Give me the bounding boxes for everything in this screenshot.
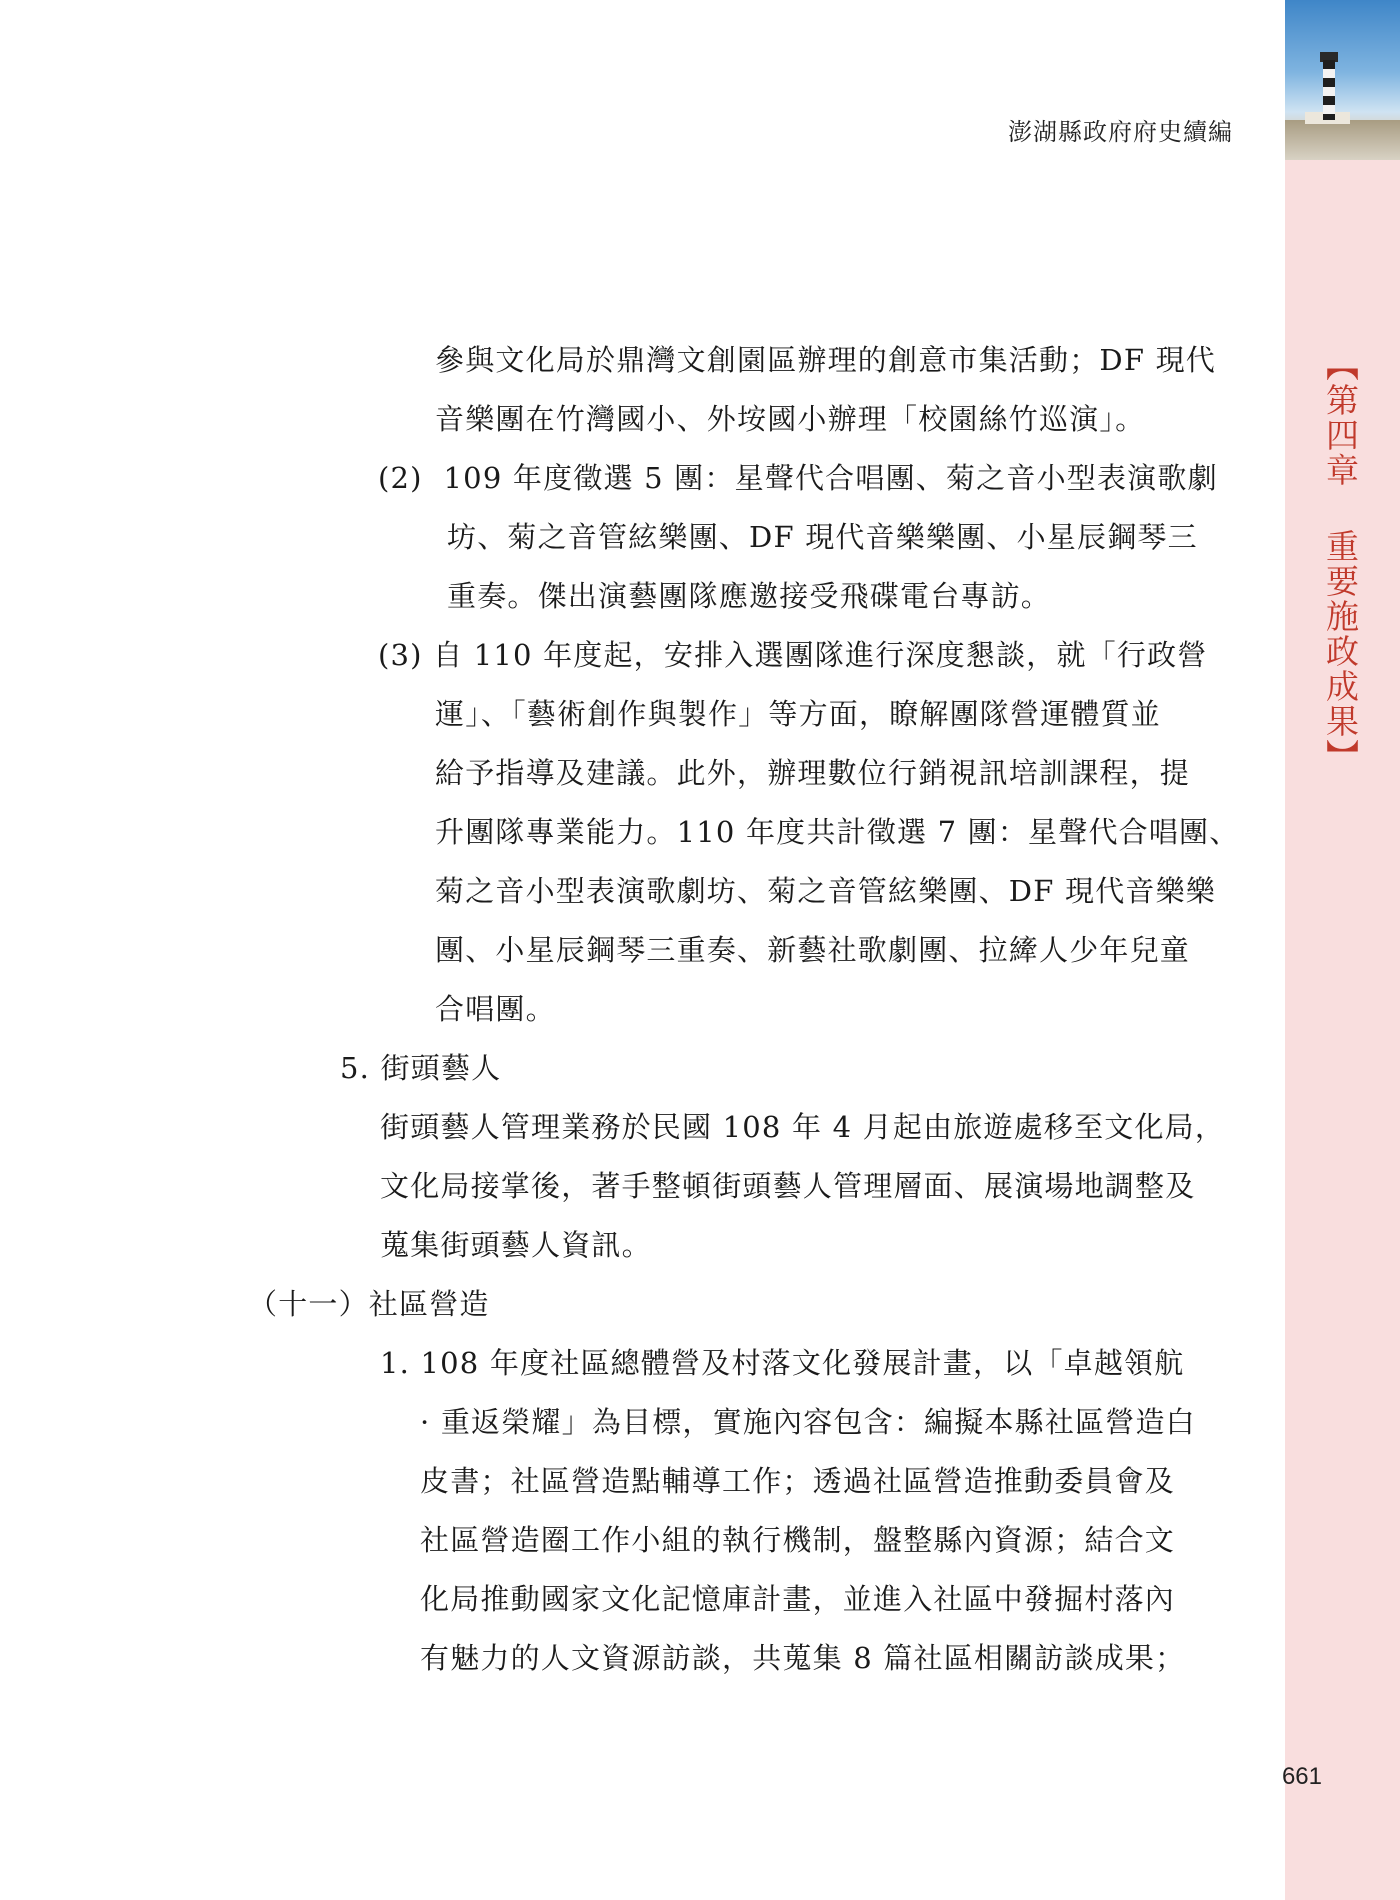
text-line: 運」、「藝術創作與製作」等方面，瞭解團隊營運體質並 [435, 697, 1162, 731]
text-line: 蒐集街頭藝人資訊。 [380, 1228, 652, 1262]
text-line: 升團隊專業能力。110 年度共計徵選 7 團：星聲代合唱團、 [435, 815, 1240, 849]
text-line: 重奏。傑出演藝團隊應邀接受飛碟電台專訪。 [447, 579, 1052, 613]
text-line: 街頭藝人管理業務於民國 108 年 4 月起由旅遊處移至文化局， [380, 1110, 1226, 1144]
lighthouse-photo [1285, 0, 1400, 160]
text-line: 有魅力的人文資源訪談，共蒐集 8 篇社區相關訪談成果； [420, 1641, 1186, 1675]
text-line: 文化局接掌後，著手整頓街頭藝人管理層面、展演場地調整及 [380, 1169, 1196, 1203]
text-line: (3) 自 110 年度起，安排入選團隊進行深度懇談，就「行政營 [378, 638, 1208, 672]
text-line: 5. 街頭藝人 [340, 1051, 502, 1085]
text-line: 參與文化局於鼎灣文創園區辦理的創意市集活動；DF 現代 [435, 343, 1216, 377]
text-line: 團、小星辰鋼琴三重奏、新藝社歌劇團、拉縴人少年兒童 [435, 933, 1191, 967]
text-line: (2) 109 年度徵選 5 團：星聲代合唱團、菊之音小型表演歌劇 [378, 461, 1218, 495]
text-line: 合唱團。 [435, 992, 556, 1026]
text-line: 音樂團在竹灣國小、外垵國小辦理「校園絲竹巡演」。 [435, 402, 1146, 436]
text-line: 1. 108 年度社區總體營及村落文化發展計畫，以「卓越領航 [380, 1346, 1185, 1380]
text-line: 社區營造圈工作小組的執行機制，盤整縣內資源；結合文 [420, 1523, 1176, 1557]
chapter-tab: 【第四章 重要施政成果】 [1321, 348, 1360, 774]
text-line: 化局推動國家文化記憶庫計畫，並進入社區中發掘村落內 [420, 1582, 1176, 1616]
text-line: （十一）社區營造 [248, 1287, 490, 1321]
text-line: 菊之音小型表演歌劇坊、菊之音管絃樂團、DF 現代音樂樂 [435, 874, 1216, 908]
page-header-title: 澎湖縣政府府史續編 [1008, 118, 1233, 146]
text-line: · 重返榮耀」為目標，實施內容包含：編擬本縣社區營造白 [420, 1405, 1196, 1439]
text-line: 坊、菊之音管絃樂團、DF 現代音樂樂團、小星辰鋼琴三 [447, 520, 1198, 554]
page-number: 661 [1281, 1763, 1322, 1790]
text-line: 給予指導及建議。此外，辦理數位行銷視訊培訓課程，提 [435, 756, 1191, 790]
side-strip [1285, 0, 1400, 1900]
text-line: 皮書；社區營造點輔導工作；透過社區營造推動委員會及 [420, 1464, 1176, 1498]
